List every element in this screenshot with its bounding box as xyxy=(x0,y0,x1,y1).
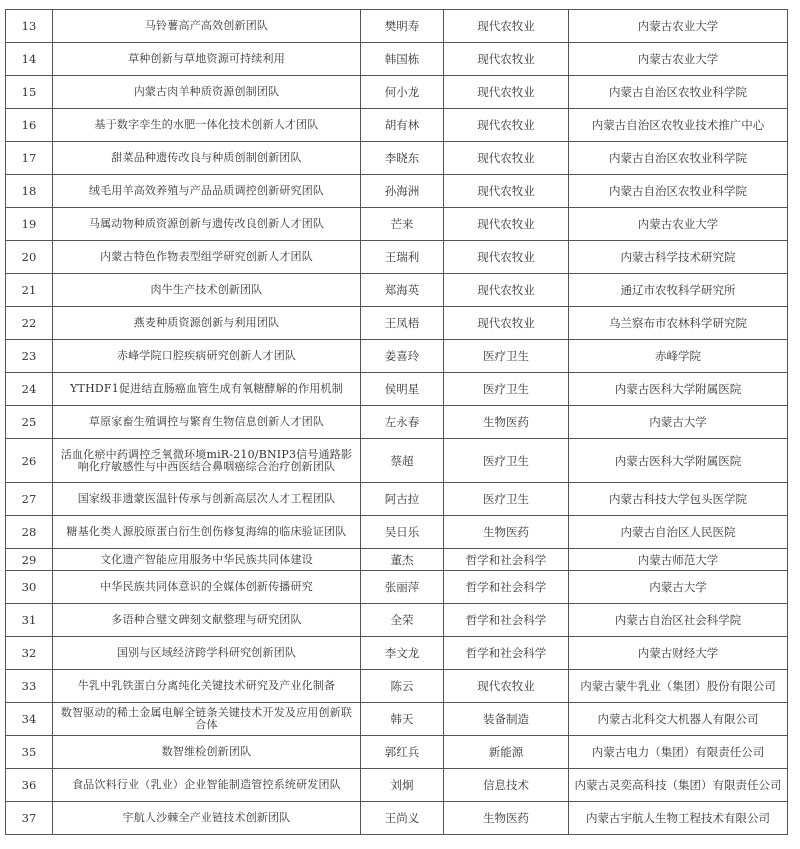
table-row xyxy=(6,769,788,802)
row-number: 25 xyxy=(6,406,53,439)
team-leader: 阿古拉 xyxy=(361,483,444,516)
team-unit: 赤峰学院 xyxy=(569,340,788,373)
team-name: 中华民族共同体意识的全媒体创新传播研究 xyxy=(53,571,361,604)
team-field: 生物医药 xyxy=(444,406,569,439)
team-name: 多语种合璧文碑刻文献整理与研究团队 xyxy=(53,604,361,637)
team-field: 生物医药 xyxy=(444,802,569,835)
team-field: 现代农牧业 xyxy=(444,109,569,142)
team-field: 哲学和社会科学 xyxy=(444,637,569,670)
team-name: 马铃薯高产高效创新团队 xyxy=(53,10,361,43)
table-row xyxy=(6,736,788,769)
team-unit: 内蒙古自治区农牧业技术推广中心 xyxy=(569,109,788,142)
team-name: 宇航人沙棘全产业链技术创新团队 xyxy=(53,802,361,835)
team-name: 国别与区域经济跨学科研究创新团队 xyxy=(53,637,361,670)
team-field: 现代农牧业 xyxy=(444,175,569,208)
teams-table-body xyxy=(6,10,788,835)
table-row xyxy=(6,703,788,736)
team-name: 马属动物种质资源创新与遗传改良创新人才团队 xyxy=(53,208,361,241)
team-name: 内蒙古特色作物表型组学研究创新人才团队 xyxy=(53,241,361,274)
team-unit: 内蒙古灵奕高科技（集团）有限责任公司 xyxy=(569,769,788,802)
teams-table-container xyxy=(5,9,787,835)
table-row xyxy=(6,516,788,549)
team-leader: 孙海洲 xyxy=(361,175,444,208)
team-unit: 内蒙古农业大学 xyxy=(569,10,788,43)
row-number: 36 xyxy=(6,769,53,802)
team-unit: 内蒙古宇航人生物工程技术有限公司 xyxy=(569,802,788,835)
team-leader: 姜喜玲 xyxy=(361,340,444,373)
team-field: 医疗卫生 xyxy=(444,340,569,373)
team-leader: 左永春 xyxy=(361,406,444,439)
team-unit: 通辽市农牧科学研究所 xyxy=(569,274,788,307)
team-field: 现代农牧业 xyxy=(444,76,569,109)
team-field: 哲学和社会科学 xyxy=(444,604,569,637)
table-row xyxy=(6,604,788,637)
team-field: 新能源 xyxy=(444,736,569,769)
team-leader: 全荣 xyxy=(361,604,444,637)
team-leader: 蔡超 xyxy=(361,439,444,483)
row-number: 23 xyxy=(6,340,53,373)
row-number: 22 xyxy=(6,307,53,340)
row-number: 35 xyxy=(6,736,53,769)
row-number: 34 xyxy=(6,703,53,736)
team-unit: 内蒙古农业大学 xyxy=(569,208,788,241)
team-name: 数智维检创新团队 xyxy=(53,736,361,769)
team-unit: 内蒙古电力（集团）有限责任公司 xyxy=(569,736,788,769)
table-row xyxy=(6,109,788,142)
team-leader: 王瑞利 xyxy=(361,241,444,274)
team-field: 生物医药 xyxy=(444,516,569,549)
table-row xyxy=(6,670,788,703)
row-number: 26 xyxy=(6,439,53,483)
team-unit: 内蒙古科技大学包头医学院 xyxy=(569,483,788,516)
row-number: 17 xyxy=(6,142,53,175)
row-number: 13 xyxy=(6,10,53,43)
teams-table xyxy=(5,9,788,835)
team-leader: 韩国栋 xyxy=(361,43,444,76)
team-field: 现代农牧业 xyxy=(444,274,569,307)
team-unit: 内蒙古科学技术研究院 xyxy=(569,241,788,274)
team-leader: 董杰 xyxy=(361,549,444,571)
team-field: 医疗卫生 xyxy=(444,373,569,406)
team-leader: 李文龙 xyxy=(361,637,444,670)
team-unit: 内蒙古自治区农牧业科学院 xyxy=(569,142,788,175)
team-field: 装备制造 xyxy=(444,703,569,736)
table-row xyxy=(6,208,788,241)
team-leader: 王尚义 xyxy=(361,802,444,835)
row-number: 29 xyxy=(6,549,53,571)
team-unit: 内蒙古医科大学附属医院 xyxy=(569,439,788,483)
team-field: 现代农牧业 xyxy=(444,241,569,274)
team-field: 现代农牧业 xyxy=(444,142,569,175)
table-row xyxy=(6,406,788,439)
row-number: 28 xyxy=(6,516,53,549)
team-leader: 何小龙 xyxy=(361,76,444,109)
team-name: 赤峰学院口腔疾病研究创新人才团队 xyxy=(53,340,361,373)
team-name: 活血化瘀中药调控乏氧微环境miR-210/BNIP3信号通路影响化疗敏感性与中西医结合鼻咽癌综合治疗创新团队 xyxy=(53,439,361,483)
team-name: 食品饮料行业（乳业）企业智能制造管控系统研发团队 xyxy=(53,769,361,802)
team-name: 燕麦种质资源创新与利用团队 xyxy=(53,307,361,340)
team-leader: 吴日乐 xyxy=(361,516,444,549)
table-row xyxy=(6,274,788,307)
table-row xyxy=(6,241,788,274)
row-number: 27 xyxy=(6,483,53,516)
team-unit: 内蒙古蒙牛乳业（集团）股份有限公司 xyxy=(569,670,788,703)
team-leader: 胡有林 xyxy=(361,109,444,142)
row-number: 24 xyxy=(6,373,53,406)
team-unit: 内蒙古医科大学附属医院 xyxy=(569,373,788,406)
team-name: 甜菜品种遗传改良与种质创制创新团队 xyxy=(53,142,361,175)
team-leader: 郭红兵 xyxy=(361,736,444,769)
table-row xyxy=(6,483,788,516)
team-unit: 内蒙古自治区农牧业科学院 xyxy=(569,175,788,208)
team-leader: 樊明寿 xyxy=(361,10,444,43)
team-leader: 李晓东 xyxy=(361,142,444,175)
team-unit: 内蒙古农业大学 xyxy=(569,43,788,76)
row-number: 31 xyxy=(6,604,53,637)
team-name: 基于数字孪生的水肥一体化技术创新人才团队 xyxy=(53,109,361,142)
row-number: 16 xyxy=(6,109,53,142)
team-name: 糖基化类人源胶原蛋白衍生创伤修复海绵的临床验证团队 xyxy=(53,516,361,549)
team-name: 绒毛用羊高效养殖与产品品质调控创新研究团队 xyxy=(53,175,361,208)
table-row xyxy=(6,802,788,835)
team-name: 内蒙古肉羊种质资源创制团队 xyxy=(53,76,361,109)
table-row xyxy=(6,571,788,604)
team-leader: 张丽萍 xyxy=(361,571,444,604)
team-unit: 内蒙古财经大学 xyxy=(569,637,788,670)
row-number: 37 xyxy=(6,802,53,835)
team-name: 数智驱动的稀土金属电解全链条关键技术开发及应用创新联合体 xyxy=(53,703,361,736)
row-number: 14 xyxy=(6,43,53,76)
team-unit: 乌兰察布市农林科学研究院 xyxy=(569,307,788,340)
team-field: 信息技术 xyxy=(444,769,569,802)
team-unit: 内蒙古自治区社会科学院 xyxy=(569,604,788,637)
table-row xyxy=(6,439,788,483)
team-field: 医疗卫生 xyxy=(444,439,569,483)
team-unit: 内蒙古北科交大机器人有限公司 xyxy=(569,703,788,736)
row-number: 30 xyxy=(6,571,53,604)
table-row xyxy=(6,175,788,208)
team-unit: 内蒙古自治区人民医院 xyxy=(569,516,788,549)
team-leader: 刘炯 xyxy=(361,769,444,802)
team-field: 现代农牧业 xyxy=(444,10,569,43)
team-leader: 侯明星 xyxy=(361,373,444,406)
row-number: 20 xyxy=(6,241,53,274)
team-name: 草原家畜生殖调控与繁育生物信息创新人才团队 xyxy=(53,406,361,439)
team-field: 哲学和社会科学 xyxy=(444,549,569,571)
team-field: 现代农牧业 xyxy=(444,307,569,340)
team-leader: 郑海英 xyxy=(361,274,444,307)
team-leader: 陈云 xyxy=(361,670,444,703)
team-field: 哲学和社会科学 xyxy=(444,571,569,604)
row-number: 19 xyxy=(6,208,53,241)
team-field: 现代农牧业 xyxy=(444,208,569,241)
table-row xyxy=(6,373,788,406)
table-row xyxy=(6,549,788,571)
team-leader: 芒来 xyxy=(361,208,444,241)
team-field: 现代农牧业 xyxy=(444,43,569,76)
team-name: 肉牛生产技术创新团队 xyxy=(53,274,361,307)
row-number: 15 xyxy=(6,76,53,109)
team-name: 文化遗产智能应用服务中华民族共同体建设 xyxy=(53,549,361,571)
team-name: 牛乳中乳铁蛋白分离纯化关键技术研究及产业化制备 xyxy=(53,670,361,703)
team-field: 医疗卫生 xyxy=(444,483,569,516)
team-unit: 内蒙古大学 xyxy=(569,571,788,604)
table-row xyxy=(6,340,788,373)
team-field: 现代农牧业 xyxy=(444,670,569,703)
table-row xyxy=(6,307,788,340)
table-row xyxy=(6,76,788,109)
table-row xyxy=(6,142,788,175)
table-row xyxy=(6,637,788,670)
team-unit: 内蒙古自治区农牧业科学院 xyxy=(569,76,788,109)
team-name: YTHDF1促进结直肠癌血管生成有氧糖酵解的作用机制 xyxy=(53,373,361,406)
table-row xyxy=(6,43,788,76)
row-number: 33 xyxy=(6,670,53,703)
team-name: 国家级非遗蒙医温针传承与创新高层次人才工程团队 xyxy=(53,483,361,516)
team-leader: 韩天 xyxy=(361,703,444,736)
team-unit: 内蒙古大学 xyxy=(569,406,788,439)
team-unit: 内蒙古师范大学 xyxy=(569,549,788,571)
row-number: 18 xyxy=(6,175,53,208)
table-row xyxy=(6,10,788,43)
team-name: 草种创新与草地资源可持续利用 xyxy=(53,43,361,76)
row-number: 21 xyxy=(6,274,53,307)
row-number: 32 xyxy=(6,637,53,670)
team-leader: 王凤梧 xyxy=(361,307,444,340)
